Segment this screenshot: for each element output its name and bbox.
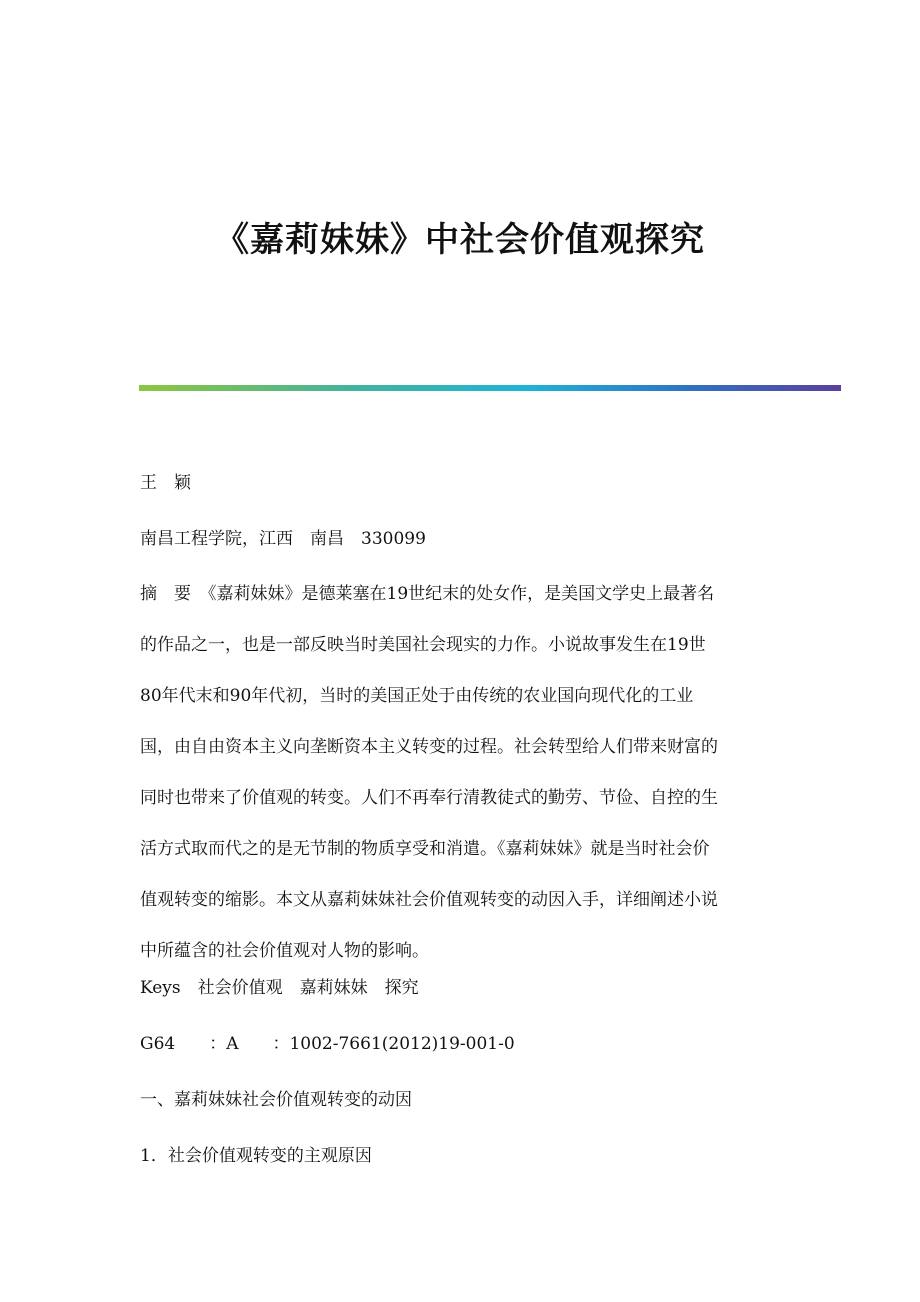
subsection-heading: 1．社会价值观转变的主观原因: [140, 1146, 372, 1166]
author: 王 颖: [140, 473, 191, 493]
abstract-line: 值观转变的缩影。本文从嘉莉妹妹社会价值观转变的动因入手，详细阐述小说: [140, 890, 718, 910]
section-heading: 一、嘉莉妹妹社会价值观转变的动因: [140, 1090, 412, 1110]
abstract-line: 80年代末和90年代初，当时的美国正处于由传统的农业国向现代化的工业: [140, 686, 694, 706]
abstract-line: 活方式取而代之的是无节制的物质享受和消遣。《嘉莉妹妹》就是当时社会价: [140, 839, 710, 859]
abstract: [140, 581, 790, 989]
abstract-line: 的作品之一，也是一部反映当时美国社会现实的力作。小说故事发生在19世: [140, 635, 706, 655]
abstract-line: 摘 要 《嘉莉妹妹》是德莱塞在19世纪末的处女作，是美国文学史上最著名: [140, 584, 715, 604]
page-title: 《嘉莉妹妹》中社会价值观探究: [215, 220, 705, 260]
keywords: Keys 社会价值观 嘉莉妹妹 探究: [140, 978, 419, 998]
classification-info: G64 ：A ：1002-7661(2012)19-001-0: [140, 1034, 515, 1054]
affiliation: 南昌工程学院，江西 南昌 330099: [140, 529, 426, 549]
title-divider: [139, 385, 841, 391]
abstract-line: 中所蕴含的社会价值观对人物的影响。: [140, 941, 429, 961]
abstract-line: 同时也带来了价值观的转变。人们不再奉行清教徒式的勤劳、节俭、自控的生: [140, 788, 718, 808]
abstract-line: 国，由自由资本主义向垄断资本主义转变的过程。社会转型给人们带来财富的: [140, 737, 718, 757]
